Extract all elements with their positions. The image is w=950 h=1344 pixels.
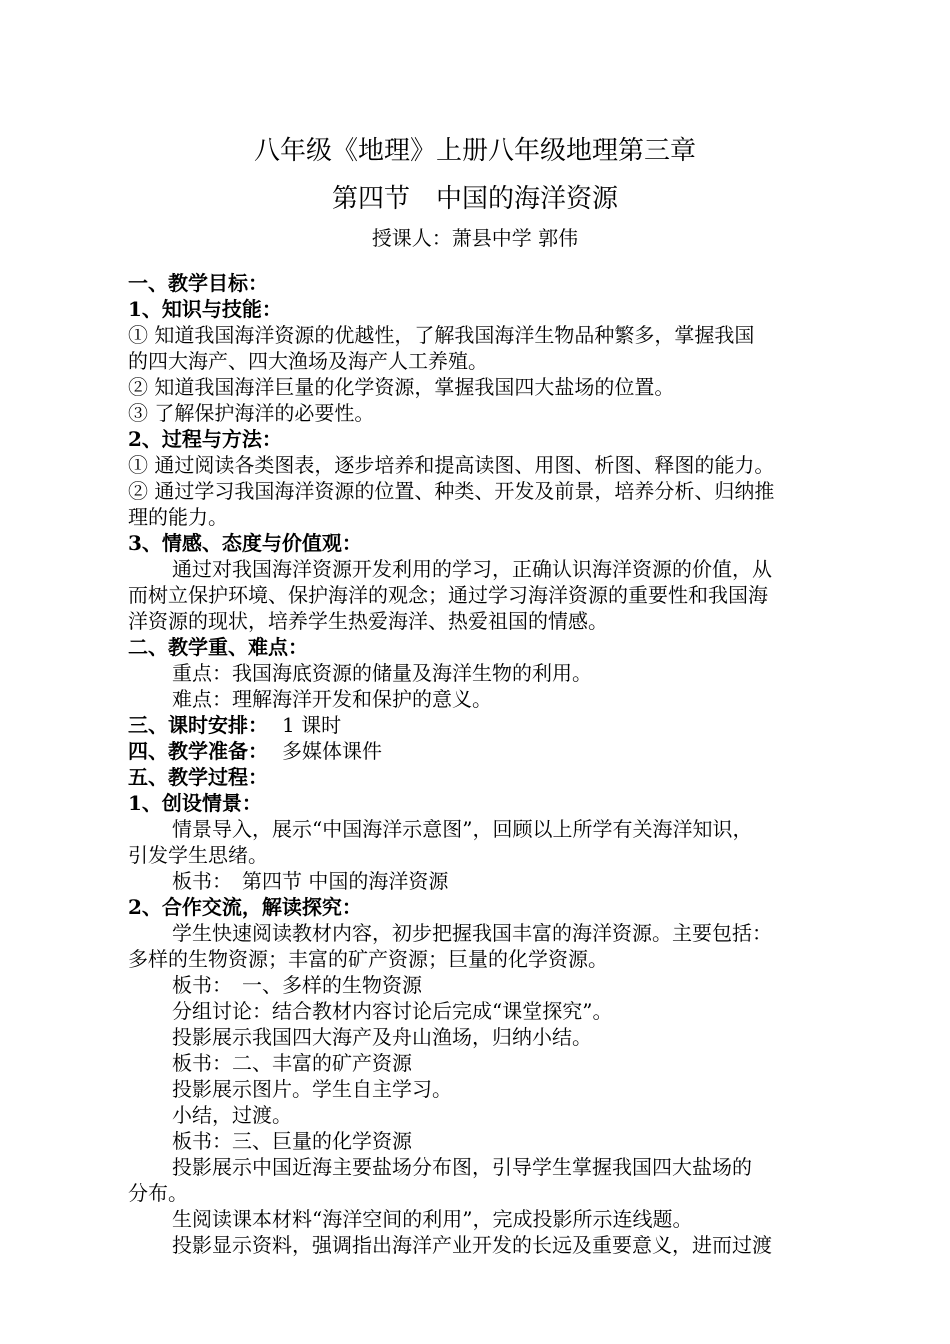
text-line	[128, 1206, 828, 1232]
text-line	[128, 920, 828, 946]
text-line	[128, 478, 828, 504]
line-text: 二、教学重、难点：	[128, 635, 308, 659]
document-title: 八年级《地理》上册八年级地理第三章	[253, 136, 696, 166]
text-line	[128, 1102, 828, 1128]
text-line	[128, 1128, 828, 1154]
line-text: 洋资源的现状，培养学生热爱海洋、热爱祖国的情感。	[128, 609, 608, 633]
section-title: 第四节 中国的海洋资源	[331, 184, 618, 214]
line-text: 通过对我国海洋资源开发利用的学习，正确认识海洋资源的价值，从	[172, 557, 772, 581]
line-text: 1、创设情景：	[128, 791, 262, 815]
line-text: 板书： 第四节 中国的海洋资源	[172, 869, 449, 893]
text-line	[128, 582, 828, 608]
line-text: 而树立保护环境、保护海洋的观念；通过学习海洋资源的重要性和我国海	[128, 583, 768, 607]
line-text: 学生快速阅读教材内容，初步把握我国丰富的海洋资源。主要包括：	[172, 921, 772, 945]
section-heading	[128, 426, 828, 452]
line-text: 的四大海产、四大渔场及海产人工养殖。	[128, 349, 488, 373]
line-text: ③ 了解保护海洋的必要性。	[128, 401, 375, 425]
text-line	[128, 1076, 828, 1102]
text-line	[128, 504, 828, 530]
text-line	[128, 946, 828, 972]
line-text: 小结，过渡。	[172, 1103, 292, 1127]
text-line	[128, 556, 828, 582]
section-heading	[128, 270, 828, 296]
line-text: 三、课时安排：	[128, 713, 268, 737]
text-line	[128, 1050, 828, 1076]
line-text: ① 通过阅读各类图表，逐步培养和提高读图、用图、析图、释图的能力。	[128, 453, 775, 477]
section-heading	[128, 712, 828, 738]
line-text: 难点：理解海洋开发和保护的意义。	[172, 687, 492, 711]
text-line	[128, 660, 828, 686]
line-text: 分组讨论：结合教材内容讨论后完成“课堂探究”。	[172, 999, 613, 1023]
line-text: 投影展示图片。学生自主学习。	[172, 1077, 452, 1101]
line-text: 四、教学准备：	[128, 739, 268, 763]
section-heading	[128, 790, 828, 816]
text-line	[128, 1180, 828, 1206]
text-line	[128, 400, 828, 426]
line-value: 1 课时	[282, 713, 342, 737]
line-text: 2、过程与方法：	[128, 427, 282, 451]
line-text: 分布。	[128, 1181, 188, 1205]
line-text: 板书：二、丰富的矿产资源	[172, 1051, 412, 1075]
text-line	[128, 608, 828, 634]
line-text: 理的能力。	[128, 505, 228, 529]
line-text: 多样的生物资源；丰富的矿产资源；巨量的化学资源。	[128, 947, 608, 971]
text-line	[128, 842, 828, 868]
line-text: 重点：我国海底资源的储量及海洋生物的利用。	[172, 661, 592, 685]
line-text: 投影显示资料，强调指出海洋产业开发的长远及重要意义，进而过渡	[172, 1233, 772, 1257]
text-line	[128, 1024, 828, 1050]
line-text: 情景导入，展示“中国海洋示意图”，回顾以上所学有关海洋知识，	[172, 817, 753, 841]
text-line	[128, 322, 828, 348]
text-line	[128, 868, 828, 894]
text-line	[128, 998, 828, 1024]
line-text: ② 通过学习我国海洋资源的位置、种类、开发及前景，培养分析、归纳推	[128, 479, 775, 503]
line-text: 投影展示我国四大海产及舟山渔场，归纳小结。	[172, 1025, 592, 1049]
text-line	[128, 452, 828, 478]
line-text: ① 知道我国海洋资源的优越性，了解我国海洋生物品种繁多，掌握我国	[128, 323, 755, 347]
line-text: 板书： 一、多样的生物资源	[172, 973, 422, 997]
section-heading	[128, 764, 828, 790]
line-text: 生阅读课本材料“海洋空间的利用”，完成投影所示连线题。	[172, 1207, 693, 1231]
line-text: 投影展示中国近海主要盐场分布图，引导学生掌握我国四大盐场的	[172, 1155, 752, 1179]
text-line	[128, 1232, 828, 1258]
line-text: 3、情感、态度与价值观：	[128, 531, 362, 555]
line-text: 一、教学目标：	[128, 271, 268, 295]
text-line	[128, 374, 828, 400]
text-line	[128, 686, 828, 712]
section-heading	[128, 738, 828, 764]
line-text: 1、知识与技能：	[128, 297, 282, 321]
line-text: ② 知道我国海洋巨量的化学资源，掌握我国四大盐场的位置。	[128, 375, 675, 399]
line-text: 五、教学过程：	[128, 765, 268, 789]
text-line	[128, 1154, 828, 1180]
line-text: 引发学生思绪。	[128, 843, 268, 867]
section-heading	[128, 894, 828, 920]
text-line	[128, 972, 828, 998]
line-text: 板书：三、巨量的化学资源	[172, 1129, 412, 1153]
teacher-line: 授课人：萧县中学 郭伟	[371, 226, 579, 250]
text-line	[128, 348, 828, 374]
line-value: 多媒体课件	[282, 739, 382, 763]
line-text: 2、合作交流，解读探究：	[128, 895, 362, 919]
section-heading	[128, 634, 828, 660]
document-body	[128, 270, 828, 1258]
section-heading	[128, 296, 828, 322]
text-line	[128, 816, 828, 842]
section-heading	[128, 530, 828, 556]
